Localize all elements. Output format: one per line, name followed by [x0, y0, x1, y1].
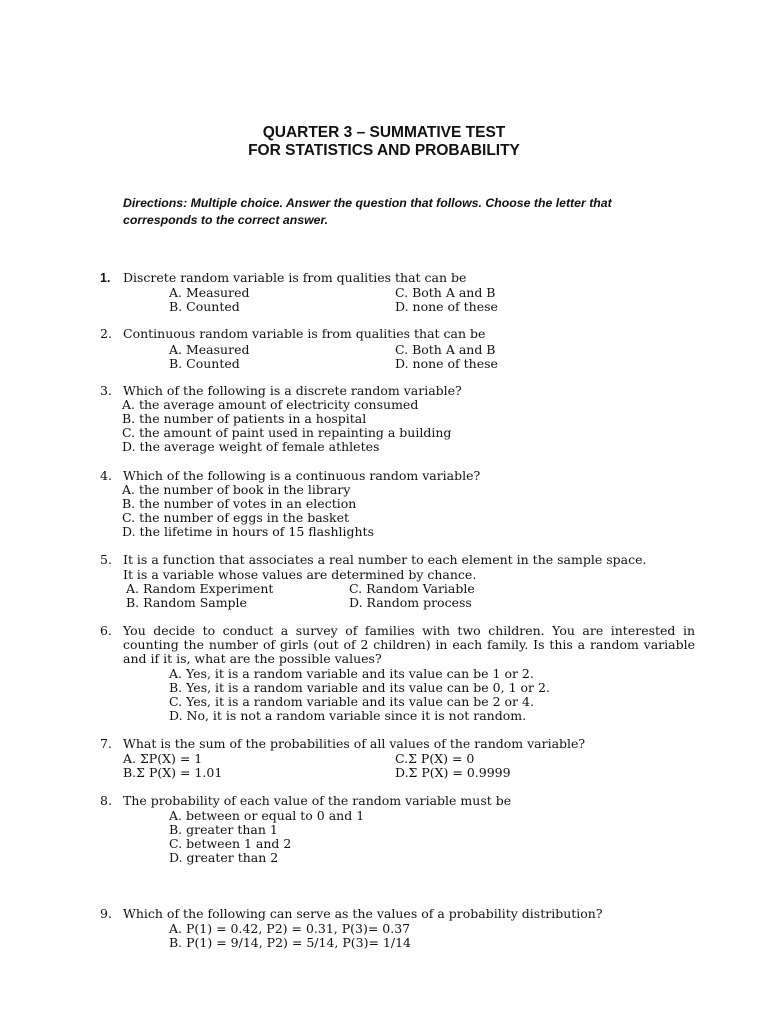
- option-a: A. ΣP(X) = 1: [123, 751, 203, 766]
- option-a: A. P(1) = 0.42, P2) = 0.31, P(3)= 0.37: [169, 921, 411, 936]
- option-b: B. Counted: [169, 299, 240, 314]
- question-stem: Which of the following can serve as the values of a probability distribution?: [123, 906, 603, 921]
- option-b: B. Random Sample: [126, 595, 247, 610]
- option-d: D. Random process: [349, 595, 472, 610]
- option-d: D. none of these: [395, 356, 498, 371]
- option-a: A. Measured: [169, 285, 250, 300]
- option-a: A. between or equal to 0 and 1: [169, 808, 365, 823]
- option-a: A. Yes, it is a random variable and its value can be 1 or 2.: [169, 666, 534, 681]
- option-c: C. the number of eggs in the basket: [122, 510, 350, 525]
- question-number: 9.: [100, 906, 112, 921]
- question-stem: You decide to conduct a survey of families with two children. You are interested in counting the number of girls (out of 2 children) in each family. Is this a random variable and if it is, what are the possible values?: [123, 623, 695, 666]
- title-line-1: QUARTER 3 – SUMMATIVE TEST: [262, 124, 506, 141]
- option-d: D. greater than 2: [169, 850, 279, 865]
- question-stem-line-2: It is a variable whose values are determined by chance.: [123, 567, 477, 582]
- question-number: 1.: [100, 271, 111, 285]
- option-b: B.Σ P(X) = 1.01: [123, 765, 223, 780]
- question-stem: Which of the following is a continuous random variable?: [123, 468, 481, 483]
- option-d: D. the lifetime in hours of 15 flashlights: [122, 524, 374, 539]
- option-c: C.Σ P(X) = 0: [395, 751, 475, 766]
- option-a: A. the average amount of electricity consumed: [122, 397, 419, 412]
- option-c: C. the amount of paint used in repainting a building: [122, 425, 452, 440]
- question-number: 3.: [100, 383, 112, 398]
- option-c: C. Both A and B: [395, 285, 496, 300]
- question-stem-line-1: It is a function that associates a real number to each element in the sample space.: [123, 552, 647, 567]
- directions: Directions: Multiple choice. Answer the question that follows. Choose the letter that corresponds to the correct answer.: [123, 196, 612, 227]
- question-stem: Continuous random variable is from qualities that can be: [123, 326, 486, 341]
- question-stem: Discrete random variable is from qualities that can be: [123, 270, 467, 285]
- question-stem: Which of the following is a discrete random variable?: [123, 383, 462, 398]
- question-number: 4.: [100, 468, 112, 483]
- question-number: 8.: [100, 793, 112, 808]
- option-a: A. the number of book in the library: [122, 482, 351, 497]
- option-c: C. between 1 and 2: [169, 836, 292, 851]
- option-b: B. Counted: [169, 356, 240, 371]
- option-b: B. the number of patients in a hospital: [122, 411, 367, 426]
- option-b: B. the number of votes in an election: [122, 496, 357, 511]
- option-b: B. greater than 1: [169, 822, 278, 837]
- option-a: A. Random Experiment: [126, 581, 274, 596]
- option-a: A. Measured: [169, 342, 250, 357]
- question-stem: The probability of each value of the random variable must be: [123, 793, 512, 808]
- option-d: D.Σ P(X) = 0.9999: [395, 765, 511, 780]
- question-number: 7.: [100, 736, 112, 751]
- question-number: 6.: [100, 623, 112, 638]
- option-b: B. Yes, it is a random variable and its value can be 0, 1 or 2.: [169, 680, 550, 695]
- question-number: 5.: [100, 552, 112, 567]
- question-stem: What is the sum of the probabilities of all values of the random variable?: [123, 736, 586, 751]
- option-b: B. P(1) = 9/14, P2) = 5/14, P(3)= 1/14: [169, 935, 411, 950]
- option-d: D. none of these: [395, 299, 498, 314]
- option-d: D. the average weight of female athletes: [122, 439, 380, 454]
- question-number: 2.: [100, 326, 112, 341]
- option-c: C. Yes, it is a random variable and its value can be 2 or 4.: [169, 694, 534, 709]
- option-c: C. Random Variable: [349, 581, 475, 596]
- option-d: D. No, it is not a random variable since it is not random.: [169, 708, 527, 723]
- option-c: C. Both A and B: [395, 342, 496, 357]
- title-line-2: FOR STATISTICS AND PROBABILITY: [248, 142, 520, 159]
